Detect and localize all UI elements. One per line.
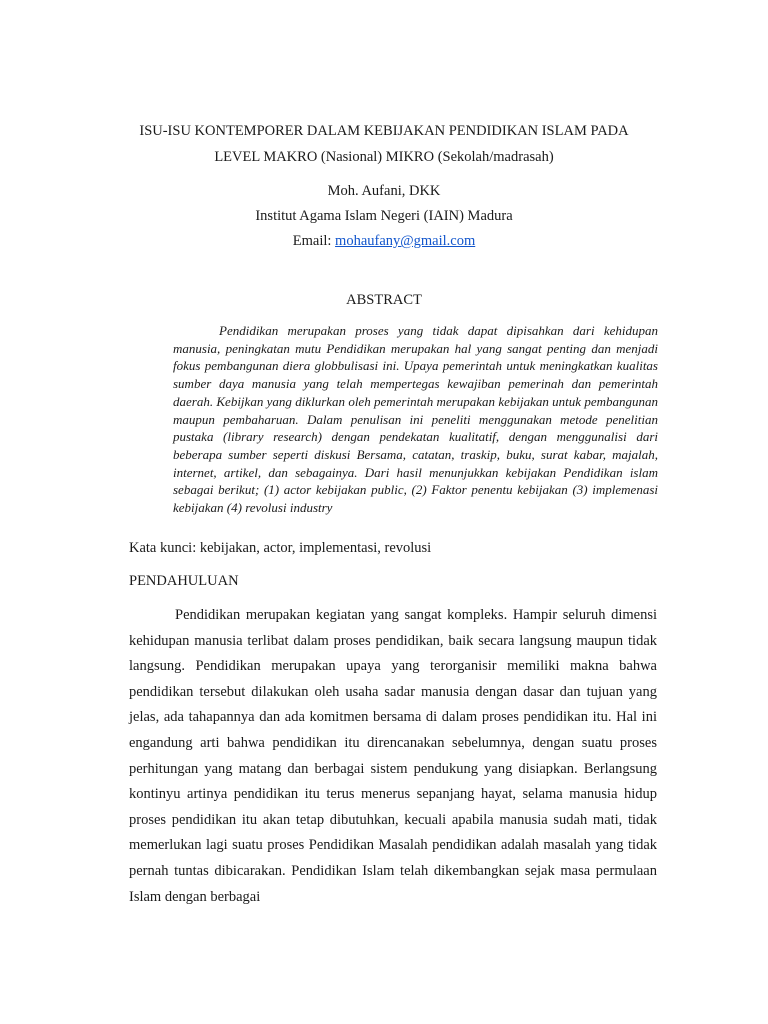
- abstract-heading: ABSTRACT: [346, 292, 422, 308]
- introduction-paragraph: Pendidikan merupakan kegiatan yang sangat kompleks. Hampir seluruh dimensi kehidupan manusia terlibat dalam proses pendidikan, baik secara langsung maupun tidak langsung. Pendidikan merupakan upaya yang terorganisir memiliki makna bahwa pendidikan tersebut dilakukan oleh usaha sadar manusia dengan dasar dan tujuan yang jelas, ada tahapannya dan ada komitmen bersama di dalam proses pendidikan itu. Hal ini engandung arti bahwa pendidikan itu direncanakan sebelumnya, dengan suatu proses perhitungan yang matang dan berbagai sistem pendukung yang disiapkan. Berlangsung kontinyu artinya pendidikan itu terus menerus sepanjang hayat, selama manusia hidup proses pendidikan itu akan tetap dibutuhkan, kecuali apabila manusia sudah mati, tidak memerlukan lagi suatu proses Pendidikan Masalah pendidikan adalah masalah yang tidak pernah tuntas dibicarakan. Pendidikan Islam telah dikembangkan sejak masa permulaan Islam dengan berbagai: [129, 607, 657, 905]
- author-name: Moh. Aufani, DKK: [327, 183, 441, 199]
- section-heading-introduction: PENDAHULUAN: [129, 573, 239, 589]
- keywords-line: Kata kunci: kebijakan, actor, implementasi, revolusi: [129, 540, 432, 556]
- email-label: Email:: [292, 233, 336, 249]
- paper-title-line-2: LEVEL MAKRO (Nasional) MIKRO (Sekolah/madrasah): [214, 149, 554, 165]
- paper-title-line-1: ISU-ISU KONTEMPORER DALAM KEBIJAKAN PENDIDIKAN ISLAM PADA: [139, 123, 629, 139]
- email-link[interactable]: mohaufany@gmail.com: [335, 233, 476, 249]
- abstract-text: Pendidikan merupakan proses yang tidak dapat dipisahkan dari kehidupan manusia, peningkatan mutu Pendidikan merupakan hal yang sangat penting dan menjadi fokus pembangunan diera globbulisasi ini. Upaya pemerintah untuk meningkatkan kualitas sumber daya manusia yang telah mempertegas kewajiban pemerinah dan pemerintah daerah. Kebijkan yang diklurkan oleh pemerintah merupakan kebijakan untuk pembangunan maupun pembaharuan. Dalam penulisan ini peneliti menggunakan metode penelitian pustaka (library research) dengan pendekatan kualitatif, dengan menggunalisi dari beberapa sumber seperti diskusi Bersama, catatan, traskip, buku, surat kabar, majalah, internet, artikel, dan sebagainya. Dari hasil menunjukkan kebijakan Pendidikan islam sebagai berikut; (1) actor kebijakan public, (2) Faktor penentu kebijakan (3) implemenasi kebijakan (4) revolusi industry: [173, 323, 658, 516]
- author-institution: Institut Agama Islam Negeri (IAIN) Madura: [255, 208, 513, 224]
- author-email-line: [0, 231, 768, 251]
